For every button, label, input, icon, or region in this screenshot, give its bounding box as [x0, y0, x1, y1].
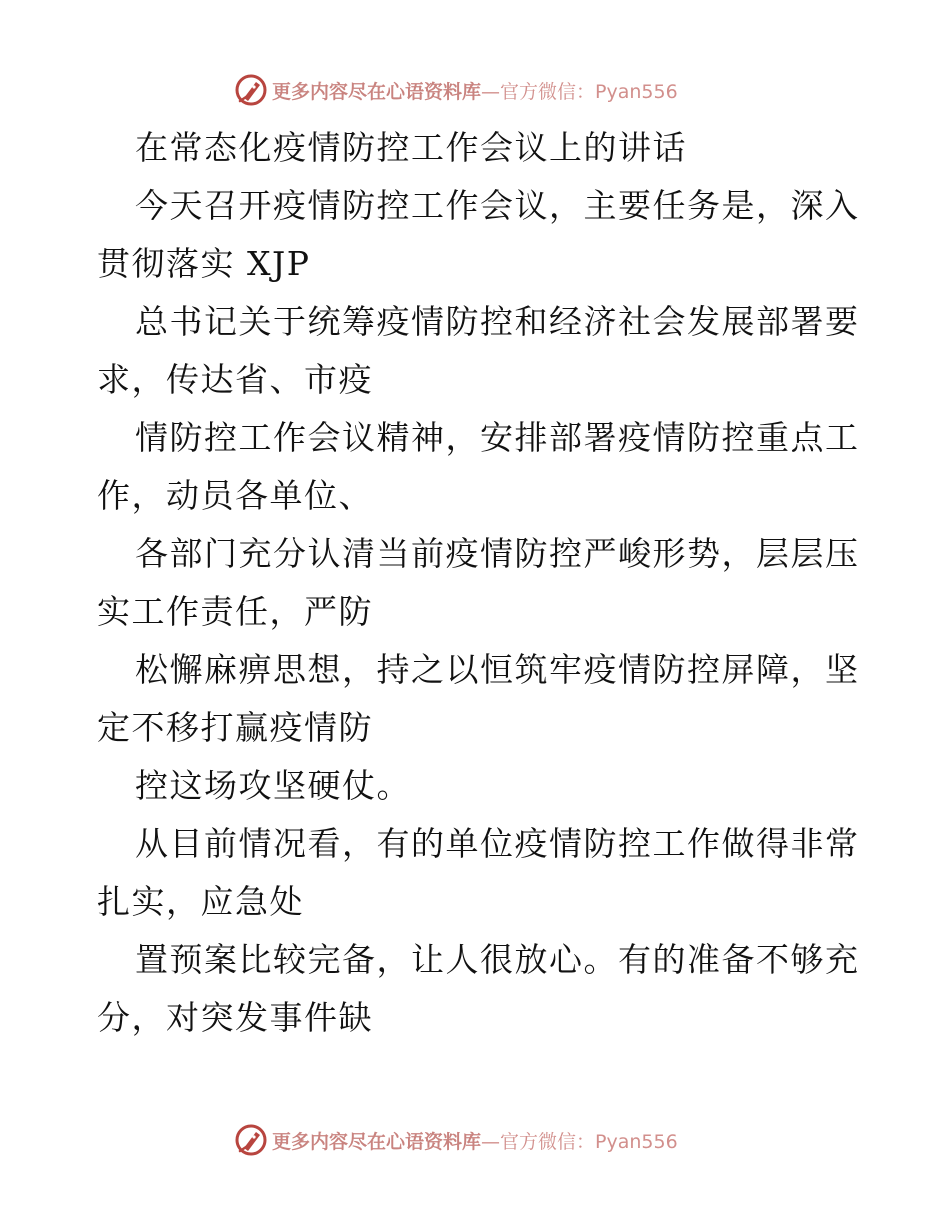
paragraph-line: 置预案比较完备，让人很放心。有的准备不够充: [135, 940, 860, 979]
watermark-footer: [234, 1122, 678, 1158]
paragraph-line: 各部门充分认清当前疫情防控严峻形势，层层压: [135, 534, 860, 573]
paragraph-line: 定不移打赢疫情防: [97, 708, 373, 747]
watermark-header: [234, 72, 678, 108]
paragraph-line: 总书记关于统筹疫情防控和经济社会发展部署要: [135, 302, 860, 341]
paragraph-line: 求，传达省、市疫: [97, 360, 373, 399]
pen-nib-logo-icon: [234, 73, 268, 107]
paragraph-line: 扎实，应急处: [97, 882, 304, 921]
paragraph-line: 从目前情况看，有的单位疫情防控工作做得非常: [135, 824, 860, 863]
paragraph-line: 作，动员各单位、: [97, 476, 373, 515]
paragraph-line: 控这场攻坚硬仗。: [135, 766, 411, 805]
paragraph-line: 贯彻落实 XJP: [97, 244, 311, 283]
paragraph-line: 今天召开疫情防控工作会议，主要任务是，深入: [135, 186, 860, 225]
watermark-sub-text: —官方微信：Pyan556: [481, 80, 678, 103]
paragraph-line: 情防控工作会议精神，安排部署疫情防控重点工: [135, 418, 860, 457]
document-title: 在常态化疫情防控工作会议上的讲话: [135, 128, 687, 167]
watermark-sub-text: —官方微信：Pyan556: [481, 1130, 678, 1153]
paragraph-line: 实工作责任，严防: [97, 592, 373, 631]
watermark-main-text: 更多内容尽在心语资料库: [272, 1130, 482, 1153]
watermark-main-text: 更多内容尽在心语资料库: [272, 80, 482, 103]
pen-nib-logo-icon: [234, 1123, 268, 1157]
paragraph-line: 分，对突发事件缺: [97, 998, 373, 1037]
paragraph-line: 松懈麻痹思想，持之以恒筑牢疫情防控屏障，坚: [135, 650, 860, 689]
